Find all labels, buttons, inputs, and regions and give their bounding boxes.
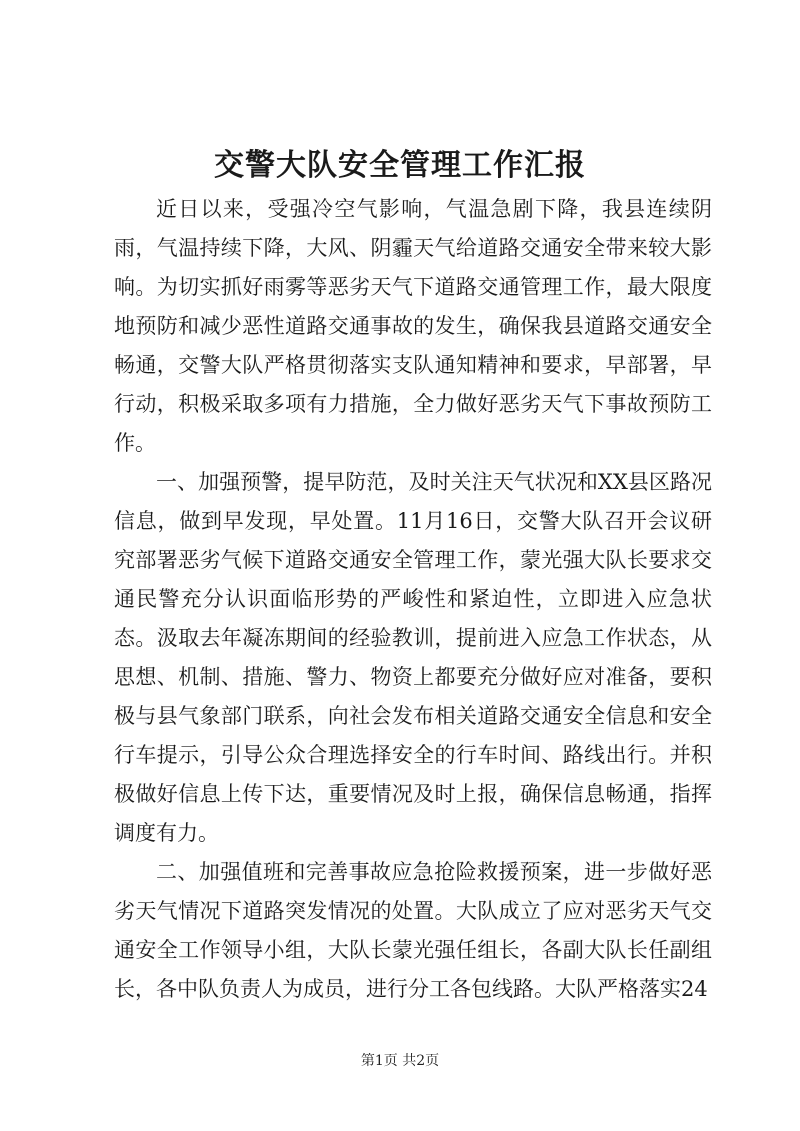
paragraph-intro: 近日以来，受强冷空气影响，气温急剧下降，我县连续阴雨，气温持续下降，大风、阴霾天气给道路交通安全带来较大影响。为切实抓好雨雾等恶劣天气下道路交通管理工作，最大限度地预防和减少恶性道路交通事故的发生，确保我县道路交通安全畅通，交警大队严格贯彻落实支队通知精神和要求，早部署，早行动，积极采取多项有力措施，全力做好恶劣天气下事故预防工作。 bbox=[114, 197, 712, 455]
document-body bbox=[114, 190, 712, 1009]
paragraph-section-1: 一、加强预警，提早防范，及时关注天气状况和XX县区路况信息，做到早发现，早处置。11月16日，交警大队召开会议研究部署恶劣气候下道路交通安全管理工作，蒙光强大队长要求交通民警充分认识面临形势的严峻性和紧迫性，立即进入应急状态。汲取去年凝冻期间的经验教训，提前进入应急工作状态，从思想、机制、措施、警力、物资上都要充分做好应对准备，要积极与县气象部门联系，向社会发布相关道路交通安全信息和安全行车提示，引导公众合理选择安全的行车时间、路线出行。并积极做好信息上传下达，重要情况及时上报，确保信息畅通，指挥调度有力。 bbox=[114, 470, 712, 845]
page-number-footer: 第1页 共2页 bbox=[360, 1053, 440, 1069]
paragraph-section-2: 二、加强值班和完善事故应急抢险救援预案，进一步做好恶劣天气情况下道路突发情况的处置。大队成立了应对恶劣天气交通安全工作领导小组，大队长蒙光强任组长，各副大队长任副组长，各中队负责人为成员，进行分工各包线路。大队严格落实24 bbox=[114, 860, 712, 1001]
document-title: 交警大队安全管理工作汇报 bbox=[214, 148, 586, 183]
